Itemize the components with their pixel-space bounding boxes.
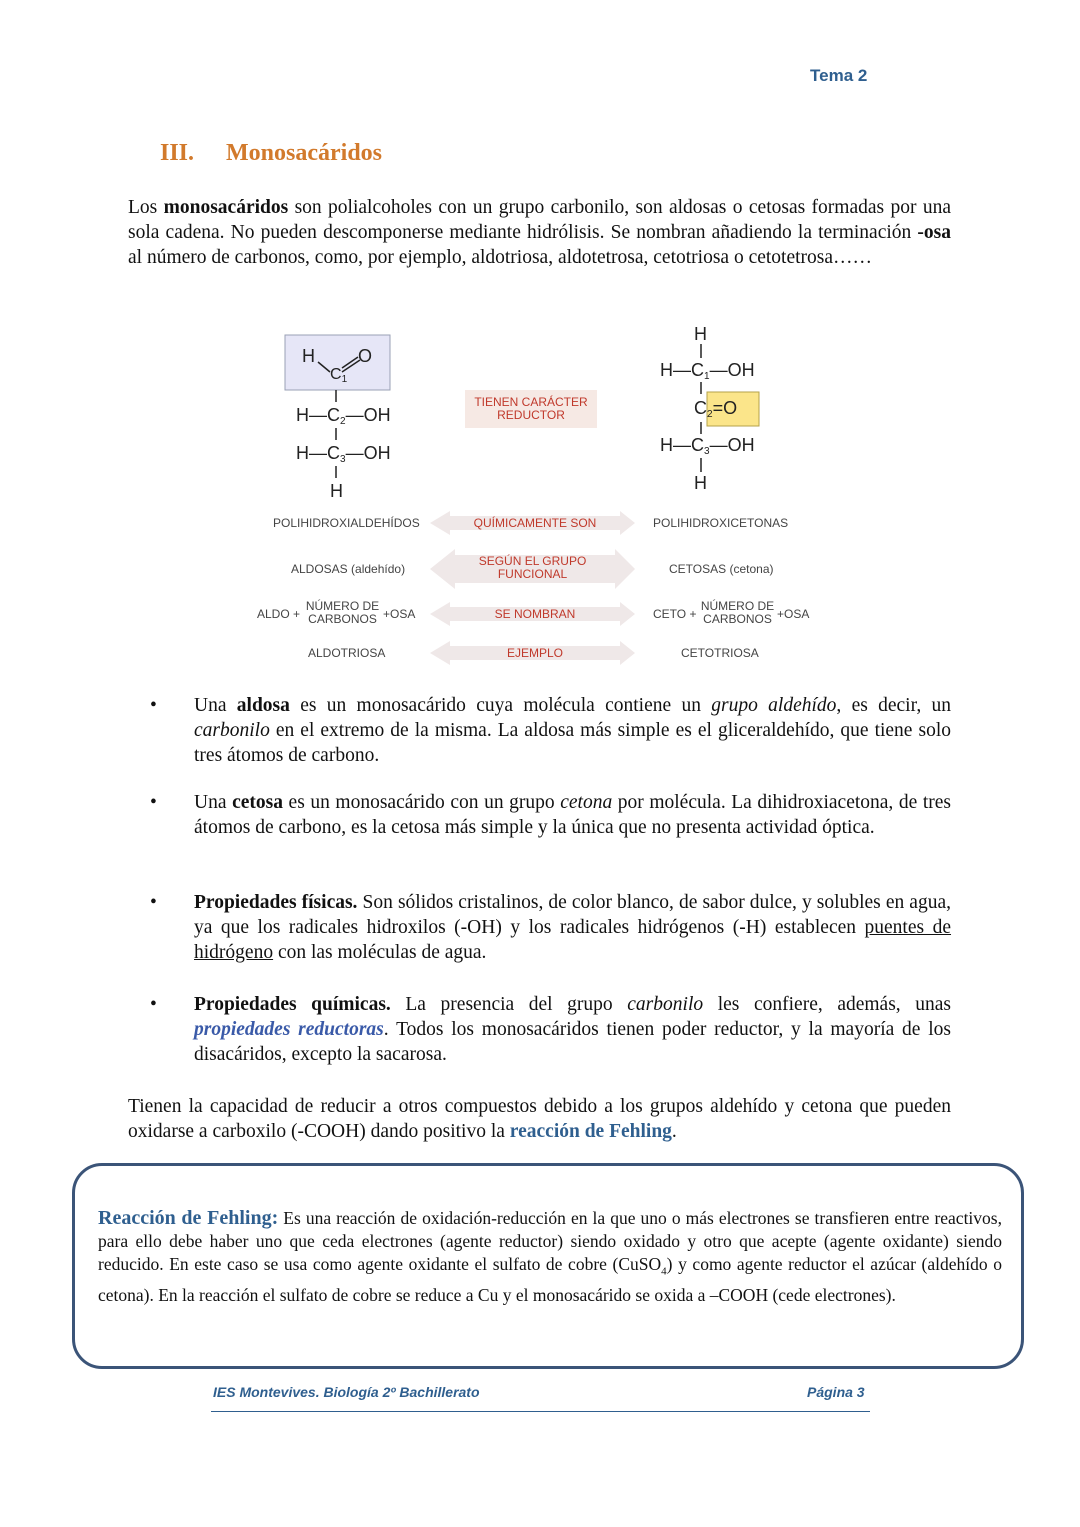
row2-mid: SEGÚN EL GRUPO FUNCIONAL	[478, 554, 587, 581]
footer-page-number: Página 3	[807, 1384, 865, 1400]
row3-mid: SE NOMBRAN	[494, 607, 576, 621]
row3-right-number: NÚMERO DE CARBONOS	[700, 599, 775, 626]
row2-right: CETOSAS (cetona)	[669, 562, 774, 576]
ketone-c1-row: $H—C_1—OH$	[660, 360, 755, 382]
reducer-label: TIENEN CARÁCTER REDUCTOR	[474, 395, 588, 422]
section-heading: Monosacáridos	[226, 140, 382, 166]
fehling-text: Reacción de Fehling: Es una reacción de oxidación-reducción en la que uno o más electrones se transfieren entre reactivos, para ello debe haber uno que ceda electrones (agente reductor) siendo oxidado y otro que acepte (agente oxidante) siendo reducido. En este caso se usa como agente oxidante el sulfato de cobre (CuSO$_4$) y como agente reductor el azúcar (aldehído o cetona). En la reacción el sulfato de cobre se reduce a Cu y el monosacárido se oxida a –COOH (cede electrones).	[98, 1207, 1002, 1305]
bullet-dot: •	[150, 994, 157, 1015]
row1-right: POLIHIDROXICETONAS	[653, 516, 789, 530]
aldehyde-c3-row: $H—C_3—OH$	[296, 443, 391, 465]
bullet-aldosa: • Una aldosa es un monosacárido cuya molécula contiene un grupo aldehído, es decir, un carbonilo en el extremo de la misma. La aldosa más simple es el gliceraldehído, que tiene solo tres átomos de carbono.	[150, 695, 951, 766]
aldehyde-h: H	[302, 346, 315, 366]
row3-right-prefix: CETO +	[653, 607, 697, 621]
monosaccharide-diagram	[250, 322, 850, 672]
footer-school: IES Montevives. Biología 2º Bachillerato	[213, 1384, 480, 1400]
row3-left-number: NÚMERO DE CARBONOS	[305, 599, 380, 626]
bullet-dot: •	[150, 792, 157, 813]
intro-paragraph: Los monosacáridos son polialcoholes con un grupo carbonilo, son aldosas o cetosas formadas por una sola cadena. No pueden descomponerse mediante hidrólisis. Se nombran añadiendo la terminación -osa al número de carbonos, como, por ejemplo, aldotriosa, aldotetrosa, cetotriosa o cetotetrosa……	[128, 197, 952, 268]
section-number: III.	[160, 140, 195, 166]
row1-left: POLIHIDROXIALDEHÍDOS	[273, 516, 420, 530]
ketone-top-h: H	[694, 324, 707, 344]
footer-divider	[211, 1411, 870, 1412]
ketone-bottom-h: H	[694, 473, 707, 493]
row1-mid: QUÍMICAMENTE SON	[473, 516, 597, 530]
bullet-list	[150, 693, 951, 1073]
bullet-propiedades-quimicas: • Propiedades químicas. La presencia del grupo carbonilo les confiere, además, unas propiedades reductoras. Todos los monosacáridos tienen poder reductor, y la mayoría de los disacáridos, excepto la sacarosa.	[150, 994, 951, 1065]
row3-right-suffix: +OSA	[777, 607, 810, 621]
bullet-dot: •	[150, 695, 157, 716]
chapter-label: Tema 2	[810, 66, 868, 85]
bullet-propiedades-fisicas: • Propiedades físicas. Son sólidos cristalinos, de color blanco, de sabor dulce, y solubles en agua, ya que los radicales hidroxilos (-OH) y los radicales hidrógenos (-H) establecen puentes de hidrógeno con las moléculas de agua.	[150, 892, 952, 963]
aldehyde-c1: $C_1$	[330, 366, 348, 385]
aldehyde-c2-row: $H—C_2—OH$	[296, 405, 391, 427]
row4-right: CETOTRIOSA	[681, 646, 759, 660]
section-title	[160, 140, 382, 167]
row4-mid: EJEMPLO	[506, 646, 563, 660]
ketone-c2-row: $C_2=O$	[694, 398, 738, 420]
row2-left: ALDOSAS (aldehído)	[291, 562, 406, 576]
bullet-cetosa: • Una cetosa es un monosacárido con un grupo cetona por molécula. La dihidroxiacetona, de tres átomos de carbono, es la cetosa más simple y la única que no presenta actividad óptica.	[150, 792, 952, 838]
row4-left: ALDOTRIOSA	[308, 646, 386, 660]
row3-left-suffix: +OSA	[383, 607, 416, 621]
ketone-c3-row: $H—C_3—OH$	[660, 435, 755, 457]
aldehyde-o: O	[358, 346, 373, 366]
bullet-dot: •	[150, 892, 157, 913]
reduce-paragraph: Tienen la capacidad de reducir a otros compuestos debido a los grupos aldehído y cetona que pueden oxidarse a carboxilo (-COOH) dando positivo la reacción de Fehling.	[128, 1096, 951, 1142]
row3-left-prefix: ALDO +	[257, 607, 301, 621]
aldehyde-bottom-h: H	[330, 481, 343, 501]
